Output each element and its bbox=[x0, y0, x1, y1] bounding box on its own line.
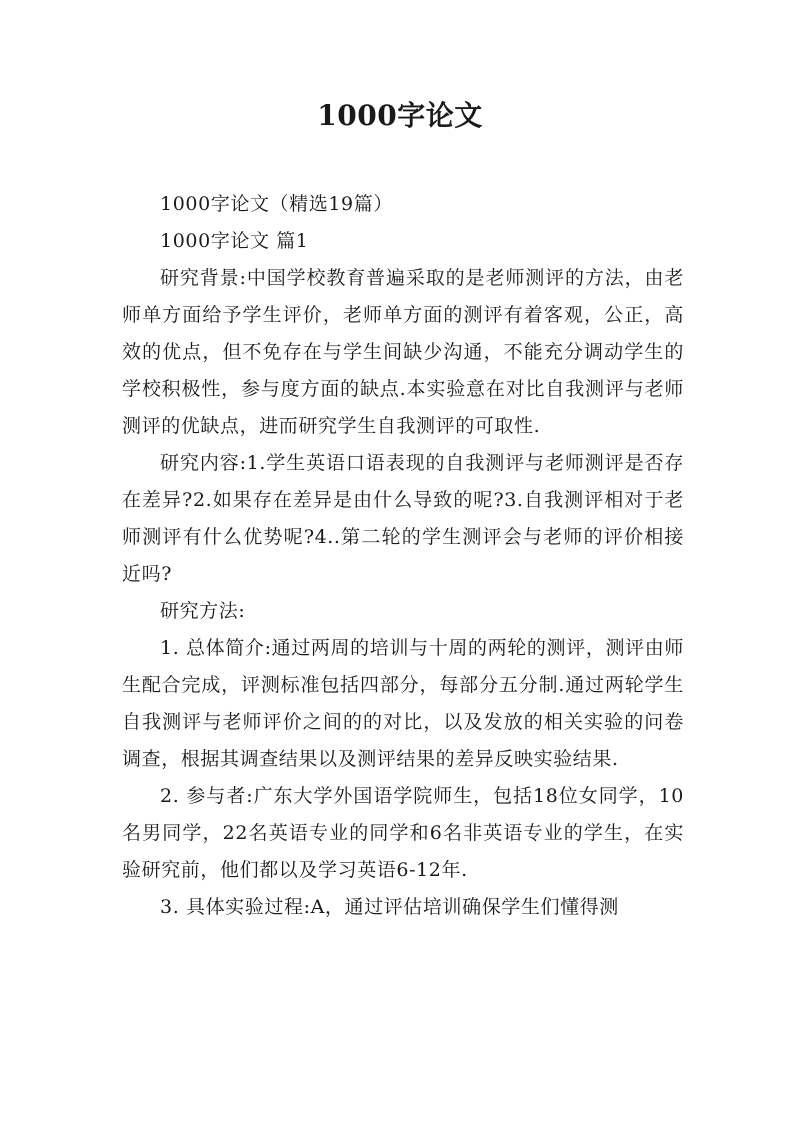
paragraph-research-content: 研究内容:1.学生英语口语表现的自我测评与老师测评是否存在差异?2.如果存在差异是由什么导致的呢?3.自我测评相对于老师测评有什么优势呢?4..第二轮的学生测评会与老师的评价相接近吗? bbox=[122, 452, 684, 585]
paragraph-research-method: 研究方法: bbox=[160, 600, 246, 622]
document-title: 1000字论文 bbox=[317, 99, 483, 132]
document-body bbox=[122, 186, 684, 926]
paragraph-subtitle: 1000字论文（精选19篇） bbox=[160, 193, 393, 215]
paragraph-overview: 1. 总体简介:通过两周的培训与十周的两轮的测评，测评由师生配合完成，评测标准包括四部分，每部分五分制.通过两轮学生自我测评与老师评价之间的的对比，以及发放的相关实验的问卷调查，根据其调查结果以及测评结果的差异反映实验结果. bbox=[122, 637, 684, 770]
paragraph-section-heading: 1000字论文 篇1 bbox=[160, 230, 309, 252]
paragraph-procedure: 3. 具体实验过程:A，通过评估培训确保学生们懂得测 bbox=[160, 896, 619, 918]
paragraph-participants: 2. 参与者:广东大学外国语学院师生，包括18位女同学，10名男同学，22名英语专业的同学和6名非英语专业的学生，在实验研究前，他们都以及学习英语6-12年. bbox=[122, 785, 684, 881]
paragraph-research-background: 研究背景:中国学校教育普遍采取的是老师测评的方法，由老师单方面给予学生评价，老师单方面的测评有着客观，公正，高效的优点，但不免存在与学生间缺少沟通，不能充分调动学生的学校积极性，参与度方面的缺点.本实验意在对比自我测评与老师测评的优缺点，进而研究学生自我测评的可取性. bbox=[122, 267, 684, 437]
